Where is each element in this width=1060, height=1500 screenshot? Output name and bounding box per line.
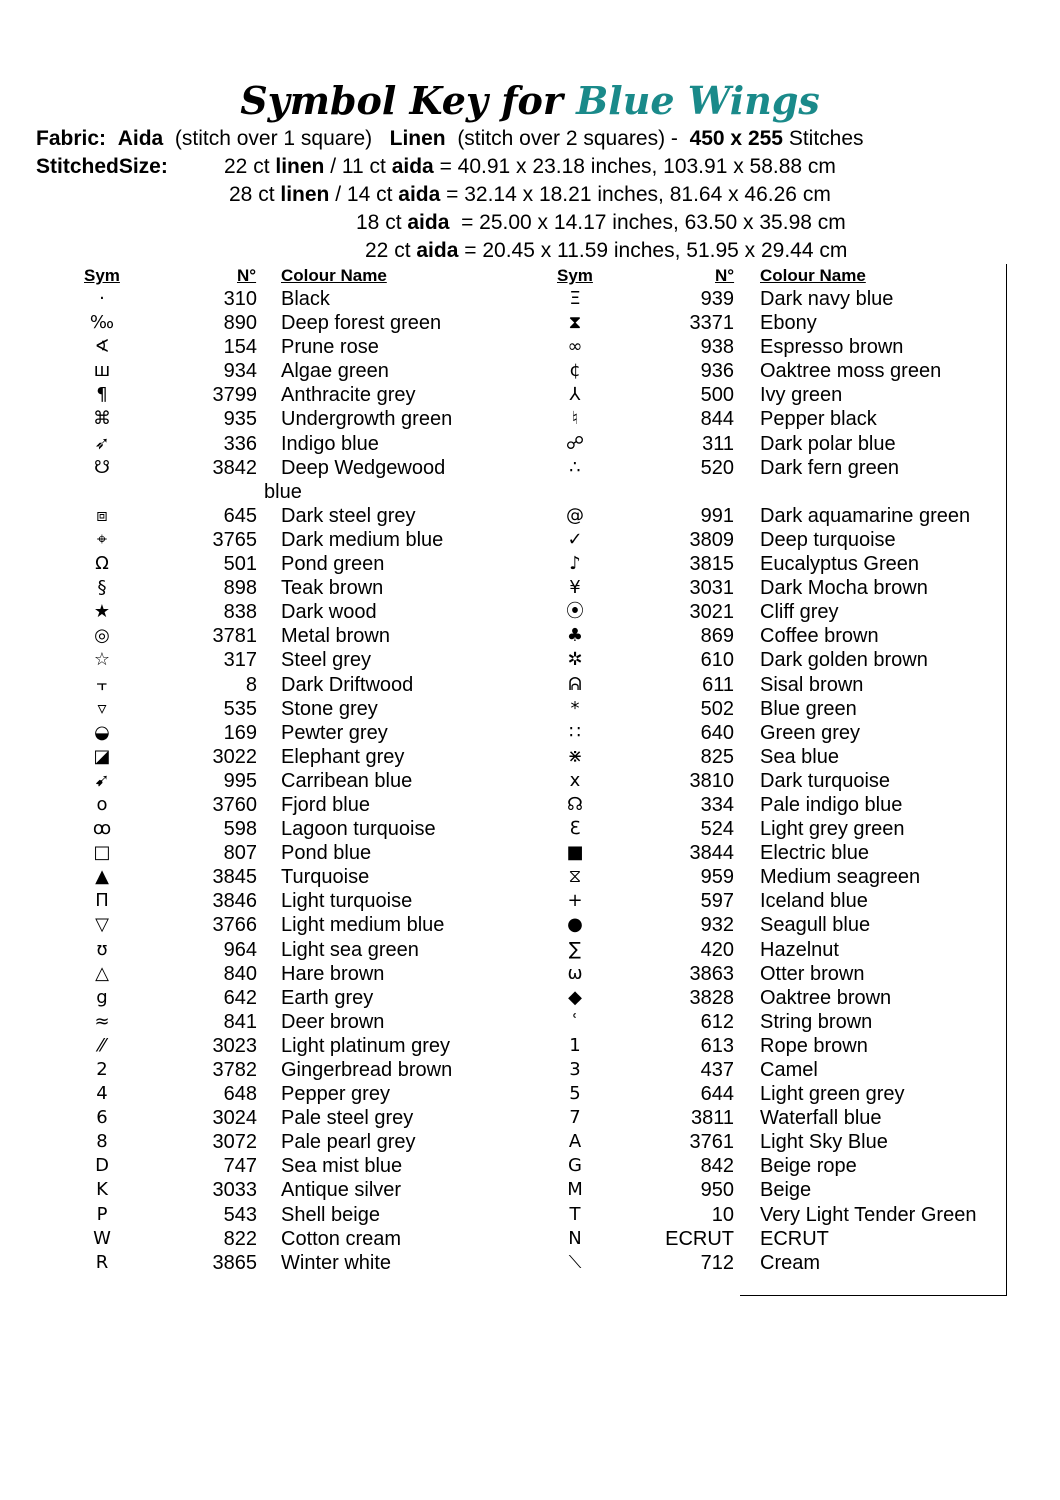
symbol-glyph: ᕱ [568,673,582,695]
thread-number: 8 [245,673,257,696]
symbol-glyph: ♮ [571,408,579,430]
symbol-glyph: ⦿ [566,601,584,623]
thread-number: 842 [700,1155,734,1178]
thread-number: 964 [223,938,257,961]
symbol-glyph: ∴ [569,456,581,478]
symbol-glyph: ⁄⁄ [98,1034,105,1056]
colour-name: Electric blue [760,842,869,865]
header-sym-right: Sym [557,266,593,285]
colour-name: Dark aquamarine green [760,504,971,527]
symbol-glyph: * [570,697,580,719]
colour-name: Otter brown [760,962,865,985]
header-name-right: Colour Name [760,266,866,285]
thread-number: 3828 [689,986,734,1009]
symbol-glyph: x [569,769,581,791]
thread-number: 3811 [690,1107,734,1130]
symbol-glyph: ¢ [569,360,581,382]
colour-name: Sea blue [760,745,839,768]
colour-name: Sisal brown [760,673,864,696]
colour-name: Dark turquoise [760,769,891,792]
thread-number: 747 [223,1155,257,1178]
thread-number: 822 [223,1227,257,1250]
symbol-glyph: ▿ [97,697,107,719]
colour-name: Dark steel grey [281,504,416,527]
colour-name: Winter white [281,1251,392,1274]
thread-number: 991 [700,504,734,527]
thread-number: 502 [700,697,734,720]
thread-number: 3371 [689,312,734,335]
colour-name: Camel [760,1059,818,1081]
symbol-glyph: ◒ [94,721,110,743]
symbol-glyph: D [95,1155,109,1177]
stitched-size-line: 28 ct linen / 14 ct aida = 32.14 x 18.21 inches, 81.64 x 46.26 cm [229,183,831,206]
thread-number: 642 [223,986,257,1009]
colour-name: Turquoise [281,866,370,889]
thread-number: 169 [223,721,257,744]
symbol-glyph: 3 [569,1059,581,1080]
thread-number: 311 [702,432,734,455]
thread-number: 939 [700,288,734,310]
colour-name: Green grey [760,721,861,744]
thread-number: 420 [700,938,734,961]
colour-name: Cotton cream [281,1227,402,1250]
thread-number: 3072 [212,1131,257,1154]
symbol-glyph: ■ [566,842,584,864]
header-num-right: N° [715,266,735,285]
symbol-glyph: ʊ [96,938,108,960]
colour-name: Beige rope [760,1155,857,1178]
colour-name: Pepper black [760,408,877,431]
symbol-glyph: ¶ [96,384,108,406]
fabric-linen-note: (stitch over 2 squares) - [457,127,678,150]
colour-name: Blue green [760,697,857,720]
thread-number: 898 [223,577,257,600]
colour-name: Steel grey [281,649,372,672]
symbol-glyph: ⟍ [568,1251,582,1273]
thread-number: 844 [700,408,734,431]
colour-name: Anthracite grey [281,384,416,407]
thread-number: 611 [702,673,734,696]
thread-number: 3845 [212,866,257,889]
thread-number: 890 [223,312,257,335]
symbol-glyph: ⧈ [96,504,108,526]
thread-number: 598 [223,818,257,841]
colour-name: Ivy green [760,384,843,407]
colour-name: Undergrowth green [281,408,453,431]
thread-number: 712 [700,1251,734,1274]
colour-name: Dark golden brown [760,649,928,672]
symbol-glyph: Ξ [569,288,581,309]
colour-name: Deep Wedgewood [281,456,446,479]
colour-name: Waterfall blue [760,1107,882,1130]
symbol-glyph: ☋ [94,456,110,478]
thread-number: 3781 [212,625,257,648]
colour-name: Light turquoise [281,890,413,913]
fabric-stitches: 450 x 255 [689,127,783,150]
symbol-glyph: ω [567,962,583,984]
symbol-glyph: ☊ [567,793,583,815]
thread-number: 3810 [689,769,734,792]
colour-name: Cliff grey [760,601,839,624]
fabric-label: Fabric: [36,127,107,150]
colour-name: Very Light Tender Green [760,1203,977,1226]
colour-name: Iceland blue [760,890,868,913]
symbol-glyph: T [569,1203,581,1225]
thread-number: 10 [711,1203,734,1226]
colour-name: Pond blue [281,842,372,865]
title-pattern-name: Blue Wings [576,78,820,123]
symbol-glyph: ⧗ [568,312,582,334]
colour-name: Black [281,288,330,310]
thread-number: 154 [223,336,257,359]
colour-name: Deep forest green [281,312,442,335]
colour-name: Antique silver [281,1179,402,1202]
thread-number: 3765 [212,528,257,551]
colour-name: Algae green [281,360,389,383]
symbol-glyph: ⋇ [567,745,583,767]
thread-number: 869 [700,625,734,648]
symbol-glyph: ♣ [566,625,584,647]
symbol-glyph: ▽ [95,914,109,936]
thread-number: 524 [700,818,734,841]
thread-number: 640 [700,721,734,744]
symbol-glyph: ● [567,914,583,936]
colour-name: Pepper grey [281,1083,390,1106]
symbol-glyph: 2 [96,1059,108,1080]
thread-number: 959 [700,866,734,889]
thread-number: 3766 [212,914,257,937]
symbol-glyph: 8 [96,1131,108,1153]
fabric-stitches-label: Stitches [788,127,864,150]
thread-number: 934 [223,360,257,383]
colour-name: Teak brown [281,577,384,600]
symbol-glyph: 7 [569,1107,581,1129]
thread-number: 3842 [212,456,257,479]
colour-name: Medium seagreen [760,866,921,889]
symbol-glyph: ∷ [569,721,581,743]
symbol-glyph: ➹ [94,769,110,791]
header-name-left: Colour Name [281,266,387,285]
symbol-glyph: M [567,1179,583,1201]
thread-number: 543 [223,1203,257,1226]
colour-name: Dark Mocha brown [760,577,928,600]
symbol-glyph: ⌘ [93,408,111,430]
colour-name: Eucalyptus Green [760,553,919,576]
colour-name-continued: blue [264,480,302,503]
thread-number: 3863 [689,962,734,985]
colour-name: Light Sky Blue [760,1131,888,1154]
colour-name: String brown [760,1010,873,1033]
symbol-glyph: ‰ [89,312,115,334]
title-prefix: Symbol Key for [240,78,563,123]
thread-number: 3022 [212,745,257,768]
thread-number: 520 [700,456,734,479]
thread-number: 3799 [212,384,257,407]
thread-number: 3760 [212,793,257,816]
thread-number: 3782 [212,1059,257,1081]
thread-number: 3031 [689,577,734,600]
colour-name: Deep turquoise [760,528,896,551]
colour-name: Light platinum grey [281,1034,450,1057]
symbol-glyph: ◪ [93,745,111,767]
colour-name: Dark polar blue [760,432,896,455]
thread-number: 317 [223,649,257,672]
thread-number: ECRUT [665,1227,734,1250]
symbol-glyph: ⧖ [568,866,582,888]
symbol-glyph: ∞ [567,336,583,358]
thread-number: 3846 [212,890,257,913]
symbol-glyph: K [96,1179,108,1201]
symbol-glyph: ☍ [565,432,585,454]
stitched-size-line: 22 ct aida = 20.45 x 11.59 inches, 51.95 x 29.44 cm [365,239,848,262]
thread-number: 648 [223,1083,257,1106]
thread-number: 841 [223,1010,257,1033]
symbol-glyph: ш [93,360,111,382]
colour-name: Pale steel grey [281,1107,414,1130]
thread-number: 535 [223,697,257,720]
colour-name: Oaktree moss green [760,360,942,383]
thread-number: 838 [223,601,257,624]
colour-name: Hazelnut [760,938,839,961]
symbol-glyph: P [96,1203,108,1225]
colour-name: Earth grey [281,986,374,1009]
colour-name: Elephant grey [281,745,405,768]
thread-number: 3024 [212,1107,257,1130]
thread-number: 3021 [689,601,734,624]
thread-number: 807 [223,842,257,865]
colour-name: Fjord blue [281,793,370,816]
symbol-glyph: □ [93,842,111,864]
symbol-glyph: g [96,986,108,1008]
colour-name: Rope brown [760,1034,868,1057]
thread-number: 932 [700,914,734,937]
symbol-glyph: ʿ [572,1010,578,1032]
thread-number: 500 [700,384,734,407]
colour-name: Dark medium blue [281,528,444,551]
symbol-glyph: ☆ [93,649,111,671]
symbol-glyph: @ [566,504,584,526]
symbol-glyph: o [96,793,108,815]
table-border-right [1006,264,1007,1296]
colour-name: Dark wood [281,601,377,624]
symbol-glyph: G [568,1155,582,1177]
thread-number: 3815 [689,553,734,576]
colour-name: Carribean blue [281,769,413,792]
symbol-glyph: ꝏ [92,818,112,840]
colour-name: Light green grey [760,1083,905,1106]
symbol-glyph: ◎ [94,625,110,647]
thread-number: 3844 [689,842,734,865]
fabric-linen: Linen [389,127,446,150]
symbol-glyph: 5 [569,1083,581,1105]
thread-number: 310 [223,288,257,310]
thread-number: 3023 [212,1034,257,1057]
thread-number: 644 [700,1083,734,1106]
symbol-glyph: 4 [96,1083,108,1105]
symbol-glyph: · [99,288,105,309]
symbol-glyph: N [568,1227,582,1249]
symbol-glyph: ◆ [568,986,582,1008]
colour-name: Pewter grey [281,721,388,744]
thread-number: 610 [700,649,734,672]
colour-name: Dark fern green [760,456,899,479]
symbol-glyph: ∑ [568,938,582,960]
colour-name: Coffee brown [760,625,879,648]
colour-name: Pale pearl grey [281,1131,416,1154]
colour-name: Cream [760,1251,821,1274]
thread-number: 825 [700,745,734,768]
thread-number: 3033 [212,1179,257,1202]
symbol-glyph: 1 [569,1034,581,1056]
fabric-line [36,127,864,151]
symbol-glyph: A [568,1131,582,1153]
stitched-size-line: 18 ct aida = 25.00 x 14.17 inches, 63.50 x 35.98 cm [356,211,846,234]
page-title [0,78,1060,123]
symbol-glyph: △ [95,962,109,984]
symbol-glyph: ∢ [94,336,110,358]
colour-name: Gingerbread brown [281,1059,453,1081]
colour-name: Light medium blue [281,914,445,937]
symbol-glyph: ≈ [94,1010,110,1032]
thread-number: 995 [223,769,257,792]
stitched-size-line: 22 ct linen / 11 ct aida = 40.91 x 23.18 inches, 103.91 x 58.88 cm [224,155,836,178]
thread-number: 612 [700,1010,734,1033]
symbol-glyph: W [93,1227,111,1249]
thread-number: 597 [700,890,734,913]
symbol-glyph: ⫟ [96,673,108,695]
colour-name: Seagull blue [760,914,871,937]
colour-name: ECRUT [760,1227,829,1250]
thread-number: 437 [700,1059,734,1081]
colour-name: Sea mist blue [281,1155,403,1178]
symbol-glyph: R [95,1251,109,1273]
colour-name: Pale indigo blue [760,793,903,816]
colour-name: Espresso brown [760,336,904,359]
symbol-glyph: Π [95,890,109,912]
symbol-glyph: ℇ [569,818,581,840]
colour-name: Stone grey [281,697,378,720]
header-num-left: N° [237,266,257,285]
colour-name: Dark navy blue [760,288,894,310]
thread-number: 938 [700,336,734,359]
colour-name: Shell beige [281,1203,380,1226]
colour-name: Metal brown [281,625,390,648]
thread-number: 3809 [689,528,734,551]
thread-number: 950 [700,1179,734,1202]
thread-number: 3761 [689,1131,734,1154]
thread-number: 501 [223,553,257,576]
colour-name: Dark Driftwood [281,673,414,696]
symbol-glyph: ➶ [94,432,110,454]
thread-number: 645 [223,504,257,527]
symbol-glyph: ▲ [95,866,109,888]
symbol-glyph: ♪ [569,553,581,575]
thread-number: 935 [223,408,257,431]
colour-name: Indigo blue [281,432,379,455]
symbol-glyph: ✲ [567,649,583,671]
fabric-aida: Aida [117,127,164,150]
symbol-glyph: § [97,577,107,599]
thread-number: 936 [700,360,734,383]
colour-name: Lagoon turquoise [281,818,436,841]
symbol-glyph: 6 [96,1107,108,1129]
table-border-bottom [740,1295,1007,1296]
symbol-glyph: ⅄ [569,384,581,406]
thread-number: 3865 [212,1251,257,1274]
colour-name: Light grey green [760,818,905,841]
colour-name: Hare brown [281,962,385,985]
colour-name: Oaktree brown [760,986,892,1009]
thread-number: 613 [700,1034,734,1057]
symbol-glyph: ¥ [569,577,581,599]
thread-number: 336 [223,432,257,455]
stitched-size-label: StitchedSize: [36,155,168,178]
thread-number: 840 [223,962,257,985]
symbol-glyph: ✓ [567,528,583,550]
colour-name: Light sea green [281,938,419,961]
colour-name: Ebony [760,312,817,335]
symbol-glyph: + [567,890,583,912]
colour-name: Pond green [281,553,385,576]
thread-number: 334 [700,793,734,816]
symbol-glyph: Ω [95,553,109,575]
colour-name: Deer brown [281,1010,385,1033]
colour-name: Prune rose [281,336,379,359]
header-sym-left: Sym [84,266,120,285]
fabric-aida-note: (stitch over 1 square) [174,127,373,150]
symbol-glyph: ★ [93,601,111,623]
colour-name: Beige [760,1179,812,1202]
symbol-glyph: ⌖ [96,528,108,550]
